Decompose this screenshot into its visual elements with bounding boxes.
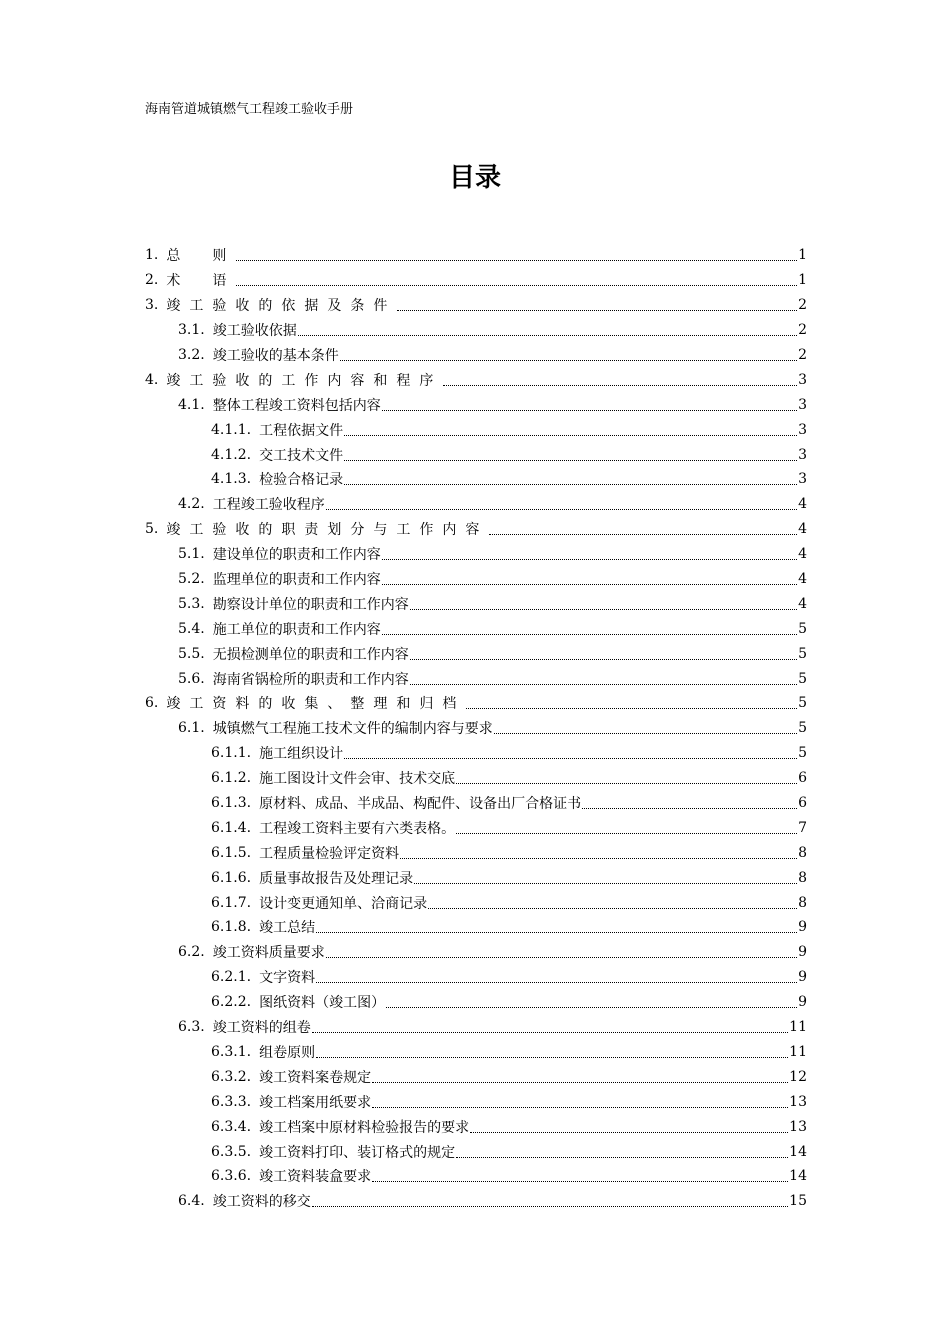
toc-entry-label: 检验合格记录 [259,472,344,489]
toc-dot-leader [316,981,797,983]
toc-entry-page: 4 [798,595,807,612]
toc-entry-number: 6.3.4. [211,1118,252,1135]
toc-entry-page: 3 [798,446,807,463]
toc-dot-leader [456,832,797,834]
toc-entry-page: 3 [798,421,807,438]
toc-entry-page: 4 [798,496,807,513]
toc-entry[interactable] [0,666,950,691]
toc-entry[interactable] [0,1139,950,1164]
toc-entry[interactable] [0,1164,950,1189]
toc-entry-label: 图纸资料（竣工图） [259,995,386,1012]
toc-entry-label: 施工组织设计 [259,746,344,763]
toc-entry-label: 竣工资料装盒要求 [259,1169,372,1186]
toc-entry-number: 5.6. [178,670,205,687]
toc-dot-leader [582,807,797,809]
toc-entry[interactable] [0,243,950,268]
toc-entry-number: 6.1.1. [211,745,252,762]
toc-entry-label: 设计变更通知单、洽商记录 [259,895,428,912]
toc-entry[interactable] [0,641,950,666]
toc-entry-label: 竣工档案中原材料检验报告的要求 [259,1119,470,1136]
toc-dot-leader [489,533,797,535]
toc-entry-page: 2 [798,297,807,314]
toc-entry-label: 原材料、成品、半成品、构配件、设备出厂合格证书 [259,796,582,813]
toc-entry-number: 5.1. [178,546,205,563]
toc-entry[interactable] [0,417,950,442]
toc-entry-number: 6.2.1. [211,969,252,986]
toc-entry-number: 6.1.6. [211,869,252,886]
toc-entry-number: 6.1.8. [211,919,252,936]
toc-dot-leader [372,1081,788,1083]
toc-entry[interactable] [0,840,950,865]
toc-entry-page: 12 [789,1068,807,1085]
toc-entry-page: 5 [798,720,807,737]
toc-dot-leader [397,309,797,311]
toc-dot-leader [344,434,797,436]
toc-entry-page: 3 [798,396,807,413]
toc-entry-page: 14 [789,1143,807,1160]
toc-dot-leader [410,658,797,660]
toc-entry-page: 5 [798,620,807,637]
toc-entry[interactable] [0,1015,950,1040]
toc-entry-number: 5.3. [178,595,205,612]
toc-dot-leader [470,1131,788,1133]
toc-entry[interactable] [0,1114,950,1139]
toc-entry-number: 3. [145,297,159,314]
toc-entry-number: 6.1.4. [211,819,252,836]
toc-entry-label: 质量事故报告及处理记录 [259,870,414,887]
toc-entry-label: 竣工资料的移交 [212,1194,311,1211]
toc-entry-number: 4.1.3. [211,471,252,488]
toc-entry-label: 竣工档案用纸要求 [259,1094,372,1111]
toc-entry-page: 9 [798,994,807,1011]
toc-entry-number: 6.1. [178,720,205,737]
toc-entry-label: 城镇燃气工程施工技术文件的编制内容与要求 [212,721,493,738]
toc-entry-label: 竣工资料案卷规定 [259,1069,372,1086]
toc-entry-page: 2 [798,322,807,339]
toc-dot-leader [326,956,797,958]
toc-entry[interactable] [0,268,950,293]
toc-entry-number: 6. [145,695,159,712]
toc-dot-leader [312,1031,788,1033]
toc-entry[interactable] [0,890,950,915]
toc-entry-label: 竣工资料的组卷 [212,1020,311,1037]
toc-dot-leader [326,508,797,510]
toc-dot-leader [466,707,797,709]
toc-entry-label: 竣工资料的收集、整理和归档 [166,696,466,713]
toc-dot-leader [382,558,797,560]
toc-entry[interactable] [0,940,950,965]
toc-entry[interactable] [0,517,950,542]
toc-dot-leader [372,1106,788,1108]
toc-entry-page: 9 [798,919,807,936]
toc-entry-page: 1 [798,272,807,289]
toc-entry-label: 工程依据文件 [259,422,344,439]
toc-entry-number: 6.1.5. [211,844,252,861]
toc-entry-number: 4.1.1. [211,421,252,438]
toc-entry[interactable] [0,293,950,318]
toc-dot-leader [344,757,797,759]
toc-dot-leader [386,1006,797,1008]
toc-entry-number: 6.3.2. [211,1068,252,1085]
toc-dot-leader [312,1205,788,1207]
toc-entry[interactable] [0,716,950,741]
toc-entry-page: 8 [798,894,807,911]
toc-entry-number: 6.1.2. [211,770,252,787]
toc-entry-page: 7 [798,819,807,836]
toc-entry-number: 6.2.2. [211,994,252,1011]
toc-entry-label: 总 则 [166,248,236,265]
toc-entry-page: 13 [789,1118,807,1135]
toc-entry-number: 5.5. [178,645,205,662]
toc-entry-label: 勘察设计单位的职责和工作内容 [212,596,409,613]
toc-entry-number: 6.3.5. [211,1143,252,1160]
toc-entry-number: 4.1.2. [211,446,252,463]
toc-entry-page: 9 [798,944,807,961]
toc-entry[interactable] [0,392,950,417]
toc-dot-leader [236,284,797,286]
toc-dot-leader [344,483,797,485]
toc-entry-page: 4 [798,521,807,538]
toc-entry-label: 建设单位的职责和工作内容 [212,547,381,564]
toc-entry-number: 5.4. [178,620,205,637]
toc-entry[interactable] [0,791,950,816]
toc-entry-label: 工程竣工资料主要有六类表格。 [259,820,456,837]
toc-entry-number: 3.2. [178,347,205,363]
toc-dot-leader [414,882,797,884]
toc-dot-leader [316,1056,788,1058]
toc-entry-page: 13 [789,1093,807,1110]
toc-entry-label: 无损检测单位的职责和工作内容 [212,646,409,663]
toc-entry[interactable] [0,865,950,890]
toc-entry-page: 8 [798,869,807,886]
running-header: 海南管道城镇燃气工程竣工验收手册 [145,102,354,117]
toc-entry-number: 6.2. [178,944,205,961]
toc-entry-label: 海南省锅检所的职责和工作内容 [212,671,409,688]
toc-entry-page: 5 [798,645,807,662]
toc-entry-page: 4 [798,546,807,563]
table-of-contents [0,243,950,1214]
toc-entry-number: 6.3.1. [211,1043,252,1060]
toc-entry[interactable] [0,591,950,616]
toc-entry[interactable] [0,766,950,791]
toc-entry-page: 6 [798,795,807,812]
toc-entry-label: 工程质量检验评定资料 [259,845,400,862]
toc-entry-page: 15 [789,1193,807,1210]
toc-entry-number: 5. [145,521,159,538]
toc-entry-label: 术 语 [166,273,236,290]
toc-entry-label: 施工图设计文件会审、技术交底 [259,771,456,788]
toc-entry[interactable] [0,367,950,392]
toc-entry[interactable] [0,1189,950,1214]
toc-dot-leader [410,608,797,610]
toc-entry-number: 6.4. [178,1193,205,1210]
toc-entry[interactable] [0,467,950,492]
toc-entry-number: 1. [145,247,159,264]
toc-dot-leader [382,583,797,585]
toc-entry-label: 组卷原则 [259,1044,316,1061]
toc-dot-leader [400,857,797,859]
toc-entry[interactable] [0,965,950,990]
toc-entry[interactable] [0,442,950,467]
toc-entry-page: 2 [798,347,807,363]
toc-entry[interactable] [0,815,950,840]
toc-entry[interactable] [0,318,950,343]
toc-dot-leader [340,359,797,361]
toc-entry-page: 9 [798,969,807,986]
toc-entry-page: 5 [798,695,807,712]
toc-entry[interactable] [0,741,950,766]
toc-entry[interactable] [0,990,950,1015]
toc-entry-label: 竣工验收的依据及条件 [166,298,397,315]
toc-entry-number: 3.1. [178,322,205,339]
toc-entry-label: 交工技术文件 [259,447,344,464]
toc-dot-leader [316,931,797,933]
toc-entry-label: 文字资料 [259,970,316,987]
toc-entry-number: 4.2. [178,496,205,513]
toc-entry-number: 6.3.6. [211,1168,252,1185]
toc-entry-number: 6.1.7. [211,894,252,911]
toc-entry-page: 3 [798,471,807,488]
toc-dot-leader [382,409,797,411]
toc-entry[interactable] [0,915,950,940]
toc-entry[interactable] [0,691,950,716]
toc-entry[interactable] [0,343,950,368]
toc-dot-leader [382,633,797,635]
toc-entry-label: 整体工程竣工资料包括内容 [212,397,381,414]
toc-entry-page: 8 [798,844,807,861]
toc-entry-label: 竣工验收依据 [212,323,297,340]
toc-dot-leader [236,259,797,261]
toc-dot-leader [298,334,797,336]
toc-entry-label: 工程竣工验收程序 [212,497,325,514]
toc-entry[interactable] [0,567,950,592]
toc-dot-leader [494,732,797,734]
toc-entry-number: 4. [145,371,159,388]
toc-entry-page: 5 [798,745,807,762]
toc-entry-label: 施工单位的职责和工作内容 [212,621,381,638]
toc-entry[interactable] [0,1040,950,1065]
toc-entry-page: 11 [789,1019,807,1036]
toc-dot-leader [344,459,797,461]
toc-entry[interactable] [0,492,950,517]
toc-entry[interactable] [0,1089,950,1114]
toc-entry-label: 竣工验收的职责划分与工作内容 [166,522,489,539]
toc-entry-label: 竣工验收的工作内容和程序 [166,372,443,389]
toc-entry-page: 1 [798,247,807,264]
toc-entry-number: 4.1. [178,396,205,413]
toc-entry-number: 6.1.3. [211,795,252,812]
toc-entry-label: 竣工资料质量要求 [212,945,325,962]
toc-entry-number: 6.3. [178,1019,205,1036]
toc-entry-page: 14 [789,1168,807,1185]
toc-entry[interactable] [0,542,950,567]
toc-entry-page: 3 [798,371,807,388]
toc-entry-page: 5 [798,670,807,687]
page-title: 目录 [448,163,501,193]
toc-entry-label: 竣工验收的基本条件 [212,348,339,364]
toc-dot-leader [410,683,797,685]
toc-dot-leader [443,384,797,386]
toc-entry-label: 监理单位的职责和工作内容 [212,572,381,589]
toc-dot-leader [428,907,797,909]
toc-entry-label: 竣工资料打印、装订格式的规定 [259,1144,456,1161]
toc-entry[interactable] [0,616,950,641]
toc-dot-leader [372,1180,788,1182]
toc-entry-page: 6 [798,770,807,787]
toc-entry[interactable] [0,1064,950,1089]
toc-entry-number: 6.3.3. [211,1093,252,1110]
toc-dot-leader [456,1156,788,1158]
toc-entry-number: 5.2. [178,571,205,588]
toc-dot-leader [456,782,797,784]
toc-entry-page: 11 [789,1043,807,1060]
toc-entry-number: 2. [145,272,159,289]
toc-entry-page: 4 [798,571,807,588]
toc-entry-label: 竣工总结 [259,920,316,937]
